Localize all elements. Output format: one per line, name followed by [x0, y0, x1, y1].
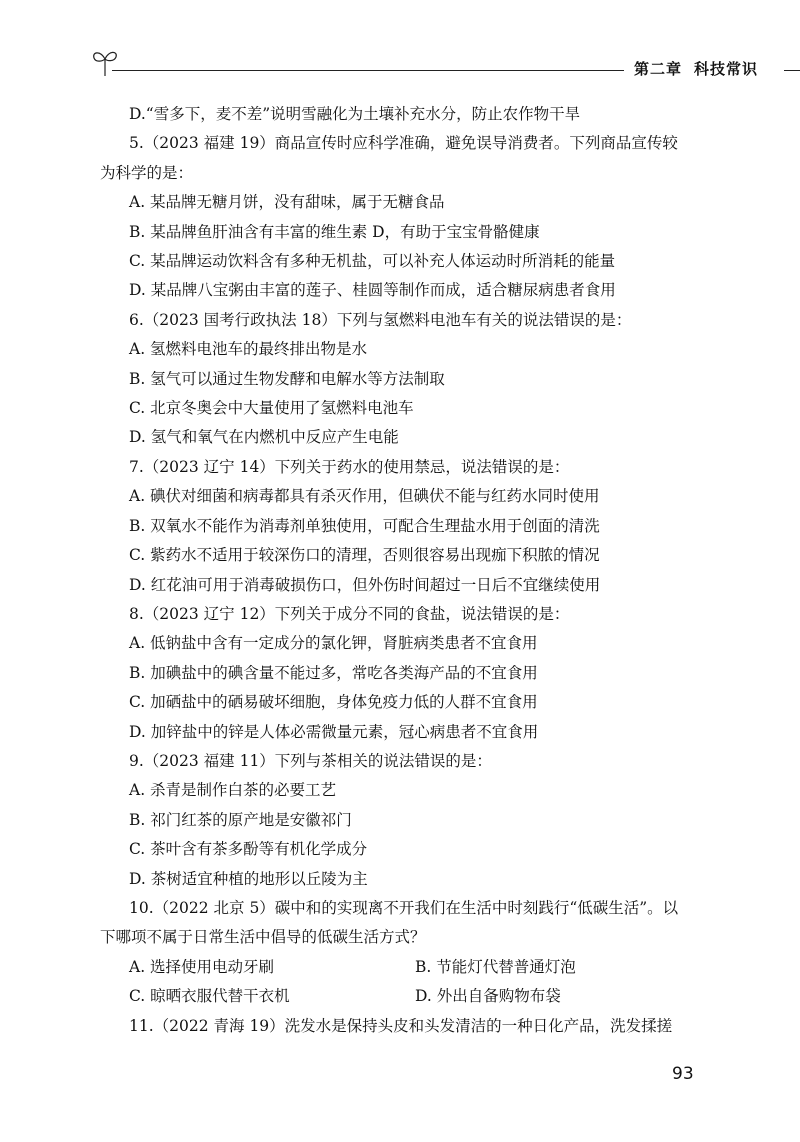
option-line: A. 杀青是制作白茶的必要工艺: [129, 781, 337, 800]
option-left: C. 晾晒衣服代替干衣机: [129, 987, 290, 1006]
sprout-icon: [90, 46, 120, 78]
option-line: B. 氢气可以通过生物发酵和电解水等方法制取: [129, 369, 445, 388]
option-line: A. 碘伏对细菌和病毒都具有杀灭作用，但碘伏不能与红药水同时使用: [129, 487, 600, 506]
option-left: A. 选择使用电动牙刷: [129, 957, 275, 976]
option-line: B. 某品牌鱼肝油含有丰富的维生素 D，有助于宝宝骨骼健康: [129, 222, 540, 241]
header-rule-right: [784, 70, 800, 71]
question-stem: 5.（2023 福建 19）商品宣传时应科学准确，避免误导消费者。下列商品宣传较: [129, 134, 678, 153]
question-stem: 9.（2023 福建 11）下列与茶相关的说法错误的是：: [129, 751, 492, 770]
option-line: A. 氢燃料电池车的最终排出物是水: [129, 340, 368, 359]
option-line: D. 茶树适宜种植的地形以丘陵为主: [129, 869, 368, 888]
chapter-title: [634, 58, 758, 79]
text-line: D.“雪多下，麦不差”说明雪融化为土壤补充水分，防止农作物干旱: [129, 105, 581, 123]
option-right: D. 外出自备购物布袋: [415, 987, 561, 1006]
question-stem: 8.（2023 辽宁 12）下列关于成分不同的食盐，说法错误的是：: [129, 604, 570, 623]
option-line: D. 某品牌八宝粥由丰富的莲子、桂圆等制作而成，适合糖尿病患者食用: [129, 281, 616, 300]
option-line: C. 某品牌运动饮料含有多种无机盐，可以补充人体运动时所消耗的能量: [129, 252, 616, 271]
question-stem-continued: 为科学的是：: [100, 163, 194, 182]
option-line: C. 紫药水不适用于较深伤口的清理，否则很容易出现痂下积脓的情况: [129, 546, 600, 565]
question-stem-continued: 下哪项不属于日常生活中倡导的低碳生活方式？: [100, 928, 426, 947]
option-line: C. 北京冬奥会中大量使用了氢燃料电池车: [129, 399, 414, 418]
question-stem: 7.（2023 辽宁 14）下列关于药水的使用禁忌，说法错误的是：: [129, 457, 570, 476]
page-header: [90, 46, 759, 86]
option-line: D. 红花油可用于消毒破损伤口，但外伤时间超过一日后不宜继续使用: [129, 575, 601, 594]
option-pair: [100, 953, 720, 982]
option-pair: [100, 982, 720, 1011]
option-line: B. 双氧水不能作为消毒剂单独使用，可配合生理盐水用于创面的清洗: [129, 516, 600, 535]
option-line: B. 祁门红茶的原产地是安徽祁门: [129, 810, 352, 829]
option-line: B. 加碘盐中的碘含量不能过多，常吃各类海产品的不宜食用: [129, 663, 538, 682]
option-line: D. 氢气和氧气在内燃机中反应产生电能: [129, 428, 399, 447]
option-right: B. 节能灯代替普通灯泡: [415, 957, 576, 976]
question-text: [100, 100, 720, 1041]
option-line: A. 某品牌无糖月饼，没有甜味，属于无糖食品: [129, 193, 445, 212]
option-line: A. 低钠盐中含有一定成分的氯化钾，肾脏病类患者不宜食用: [129, 634, 538, 653]
option-line: C. 加硒盐中的硒易破坏细胞，身体免疫力低的人群不宜食用: [129, 693, 538, 712]
option-line: C. 茶叶含有茶多酚等有机化学成分: [129, 840, 368, 859]
question-stem: 10.（2022 北京 5）碳中和的实现离不开我们在生活中时刻践行“低碳生活”。以: [129, 898, 679, 917]
chapter-subject: 科技常识: [694, 60, 759, 78]
question-stem: 11.（2022 青海 19）洗发水是保持头皮和头发清洁的一种日化产品，洗发揉搓: [129, 1016, 673, 1035]
option-line: D. 加锌盐中的锌是人体必需微量元素，冠心病患者不宜食用: [129, 722, 539, 741]
question-stem: 6.（2023 国考行政执法 18）下列与氢燃料电池车有关的说法错误的是：: [129, 310, 632, 329]
page-number: 93: [672, 1064, 694, 1084]
chapter-number: 第二章: [634, 60, 683, 78]
header-rule-left: [112, 70, 624, 71]
